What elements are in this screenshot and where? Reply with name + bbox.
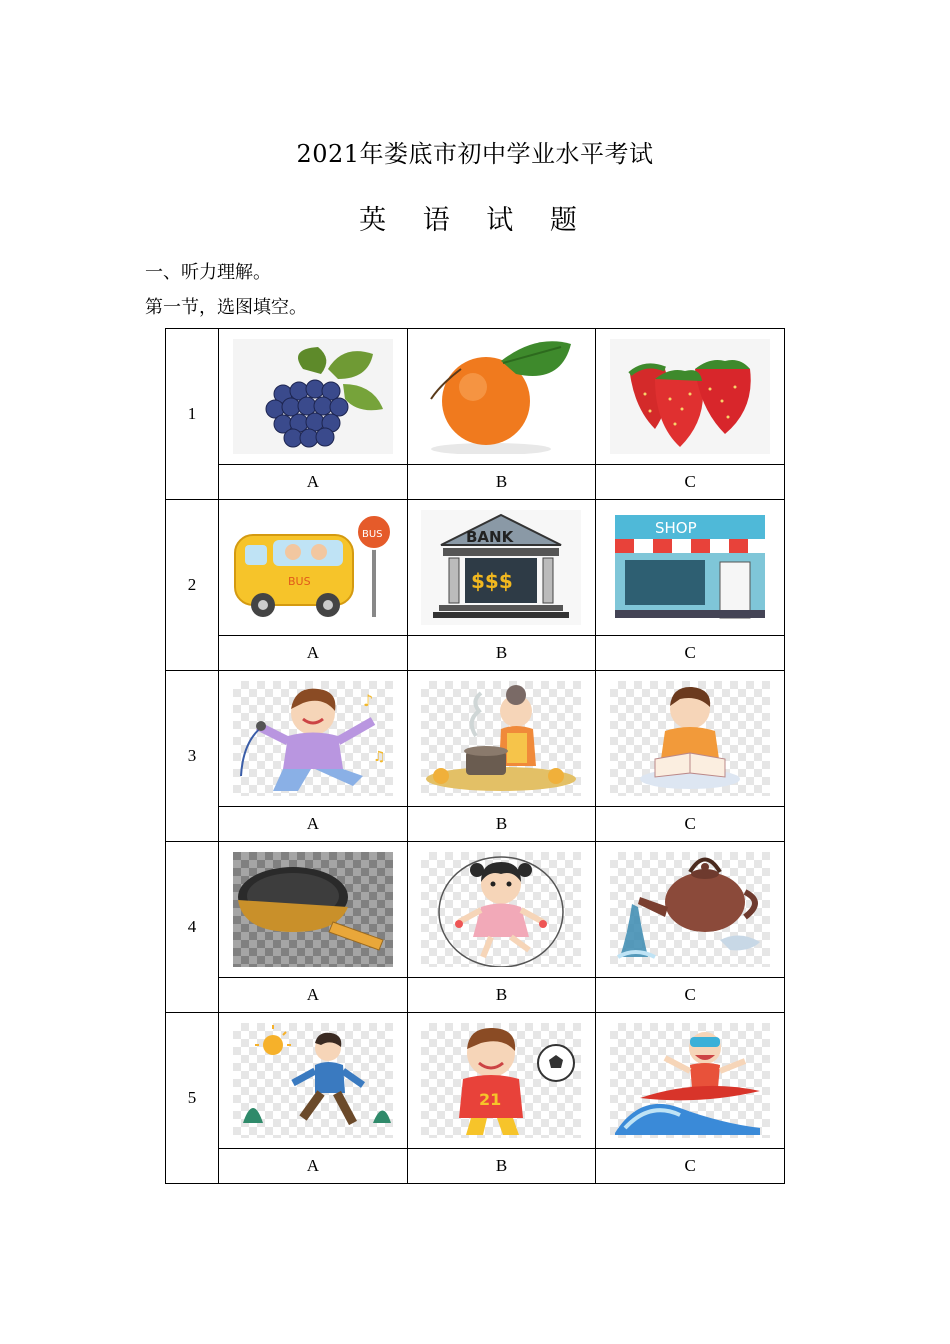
exam-subtitle: 英 语 试 题 <box>359 205 591 236</box>
option-picture-2c <box>596 500 785 636</box>
option-label: A <box>219 465 408 500</box>
jersey-number: 21 <box>479 1090 502 1109</box>
question-number: 1 <box>166 329 219 500</box>
option-picture-4a <box>219 842 408 978</box>
boy-running-icon <box>233 1023 393 1138</box>
option-picture-3c <box>596 671 785 807</box>
girl-cooking-icon <box>421 681 581 796</box>
teapot-icon <box>610 852 770 967</box>
option-picture-1a <box>219 329 408 465</box>
subsection-heading: 第一节，选图填空。 <box>145 297 307 318</box>
question-row-5 <box>166 1013 785 1149</box>
question-row-2 <box>166 500 785 636</box>
option-picture-3a <box>219 671 408 807</box>
option-picture-3b <box>407 671 596 807</box>
label-row-2 <box>166 636 785 671</box>
option-label: B <box>407 807 596 842</box>
label-row-5 <box>166 1149 785 1184</box>
option-label: C <box>596 978 785 1013</box>
option-label: A <box>219 1149 408 1184</box>
question-number: 5 <box>166 1013 219 1184</box>
question-row-4 <box>166 842 785 978</box>
question-row-1 <box>166 329 785 465</box>
option-label: C <box>596 465 785 500</box>
option-picture-2a <box>219 500 408 636</box>
bus-sign-text: BUS <box>287 575 311 588</box>
question-number: 3 <box>166 671 219 842</box>
boy-football-icon <box>421 1023 581 1138</box>
svg-text:♪: ♪ <box>362 691 374 710</box>
picture-choice-table <box>165 328 785 1184</box>
orange-icon <box>421 339 581 454</box>
option-picture-1c <box>596 329 785 465</box>
bus-stop-text: BUS <box>361 529 383 540</box>
option-label: A <box>219 636 408 671</box>
frying-pan-icon <box>233 852 393 967</box>
option-label: A <box>219 807 408 842</box>
question-number: 2 <box>166 500 219 671</box>
option-picture-5c <box>596 1013 785 1149</box>
option-picture-5a <box>219 1013 408 1149</box>
bus-icon <box>233 510 393 625</box>
bank-icon <box>421 510 581 625</box>
option-picture-4c <box>596 842 785 978</box>
section-heading: 一、听力理解。 <box>145 262 271 283</box>
boy-singing-icon <box>233 681 393 796</box>
option-label: B <box>407 465 596 500</box>
option-picture-1b <box>407 329 596 465</box>
grapes-icon <box>233 339 393 454</box>
option-picture-5b <box>407 1013 596 1149</box>
boy-reading-icon <box>610 681 770 796</box>
shop-sign-text: SHOP <box>655 519 697 537</box>
option-label: B <box>407 978 596 1013</box>
shop-icon <box>610 510 770 625</box>
girl-jumping-rope-icon <box>421 852 581 967</box>
option-picture-4b <box>407 842 596 978</box>
option-label: C <box>596 636 785 671</box>
label-row-1 <box>166 465 785 500</box>
option-label: B <box>407 636 596 671</box>
exam-title: 2021年娄底市初中学业水平考试 <box>296 140 654 168</box>
option-label: B <box>407 1149 596 1184</box>
svg-text:$$$: $$$ <box>471 569 514 593</box>
option-label: C <box>596 1149 785 1184</box>
question-row-3 <box>166 671 785 807</box>
option-label: A <box>219 978 408 1013</box>
option-picture-2b <box>407 500 596 636</box>
bank-sign-text: BANK <box>466 528 514 546</box>
strawberries-icon <box>610 339 770 454</box>
label-row-4 <box>166 978 785 1013</box>
question-number: 4 <box>166 842 219 1013</box>
label-row-3 <box>166 807 785 842</box>
option-label: C <box>596 807 785 842</box>
svg-text:♫: ♫ <box>372 749 386 765</box>
boy-surfing-icon <box>610 1023 770 1138</box>
